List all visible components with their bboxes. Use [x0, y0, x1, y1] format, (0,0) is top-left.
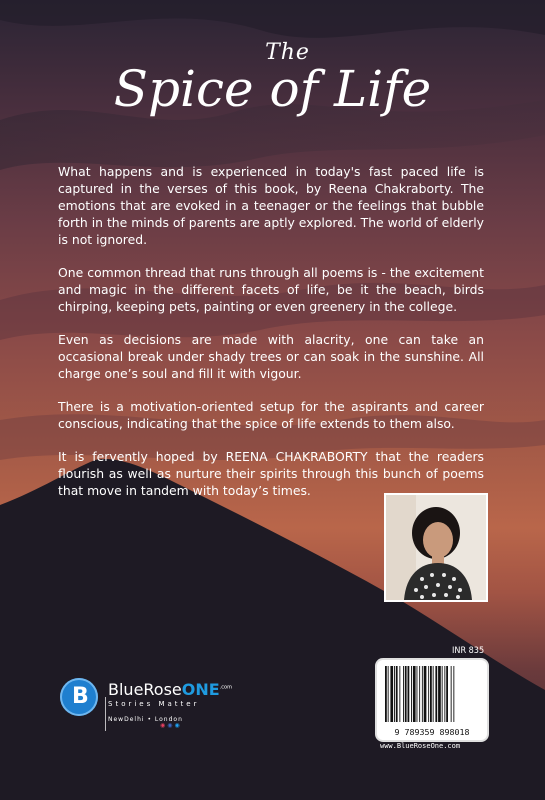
- barcode-bar: [399, 666, 400, 722]
- title-main: Spice of Life: [113, 60, 432, 118]
- barcode-bar: [408, 666, 410, 722]
- barcode-bar: [417, 666, 418, 722]
- barcode-bar: [428, 666, 429, 722]
- bluerose-logo-icon: [60, 678, 98, 716]
- barcode-bar: [385, 666, 387, 722]
- author-portrait-icon: [386, 495, 486, 600]
- barcode-bar: [444, 666, 445, 722]
- twitter-icon: ◉: [174, 722, 180, 729]
- barcode-bar: [388, 666, 389, 722]
- barcode-icon: [379, 664, 485, 726]
- barcode-bar: [394, 666, 395, 722]
- publisher-website: www.BlueRoseOne.com: [380, 742, 461, 750]
- barcode-bar: [419, 666, 420, 722]
- price-label: INR 835: [452, 646, 485, 656]
- blurb-paragraph: One common thread that runs through all poems is - the excitement and magic in the different facets of life, be it the beach, birds chirping, keeping pets, painting or even greenery in the college.: [58, 265, 484, 314]
- blurb-paragraph: It is fervently hoped by REENA CHAKRABORTY that the readers flourish as well as nurture their spirits through this bunch of poems that move in tandem with today’s times.: [58, 449, 484, 498]
- barcode-bar: [433, 666, 434, 722]
- social-icons: [160, 722, 182, 729]
- barcode-bar: [422, 666, 423, 722]
- logo-letter: B: [72, 684, 89, 709]
- blurb-paragraph: There is a motivation-oriented setup for the aspirants and career conscious, indicating that the spice of life extends to them also.: [58, 399, 484, 431]
- barcode-bar: [411, 666, 412, 722]
- barcode-bar: [396, 666, 398, 722]
- barcode-bar: [405, 666, 407, 722]
- book-title: [0, 40, 545, 118]
- publisher-name: [108, 680, 232, 699]
- author-photo: [384, 493, 488, 602]
- blurb-text: [58, 163, 484, 515]
- instagram-icon: ◉: [160, 722, 166, 729]
- publisher-name-suffix: .com: [219, 684, 232, 691]
- barcode-bar: [453, 666, 454, 722]
- publisher-brand: [108, 680, 232, 723]
- barcode-bar: [442, 666, 443, 722]
- publisher-name-main: BlueRose: [108, 680, 182, 699]
- barcode-bar: [438, 666, 441, 722]
- publisher-locations: NewDelhi • London: [108, 716, 183, 723]
- barcode-bar: [424, 666, 427, 722]
- publisher-name-accent: ONE: [181, 680, 220, 699]
- logo-divider: [105, 697, 106, 731]
- blurb-paragraph: What happens and is experienced in today's fast paced life is captured in the verses of this book, by Reena Chakraborty. The emotions that are evoked in a teenager or the feelings that bubble forth in the minds of parents are aptly explored. The world of elderly is not ignored.: [58, 164, 484, 247]
- title-prefix: The: [265, 40, 310, 65]
- isbn-barcode: [375, 658, 489, 742]
- barcode-bar: [390, 666, 393, 722]
- blurb-paragraph: Even as decisions are made with alacrity, one can take an occasional break under shady trees or can soak in the sunshine. All charge one’s soul and fill it with vigour.: [58, 332, 484, 381]
- barcode-bar: [435, 666, 437, 722]
- barcode-bar: [446, 666, 448, 722]
- isbn-number: 9 789359 898018: [394, 727, 470, 737]
- barcode-bar: [413, 666, 416, 722]
- barcode-bar: [403, 666, 404, 722]
- publisher-tagline: Stories Matter: [108, 700, 200, 708]
- facebook-icon: ◉: [167, 722, 173, 729]
- barcode-bar: [430, 666, 432, 722]
- barcode-bar: [451, 666, 452, 722]
